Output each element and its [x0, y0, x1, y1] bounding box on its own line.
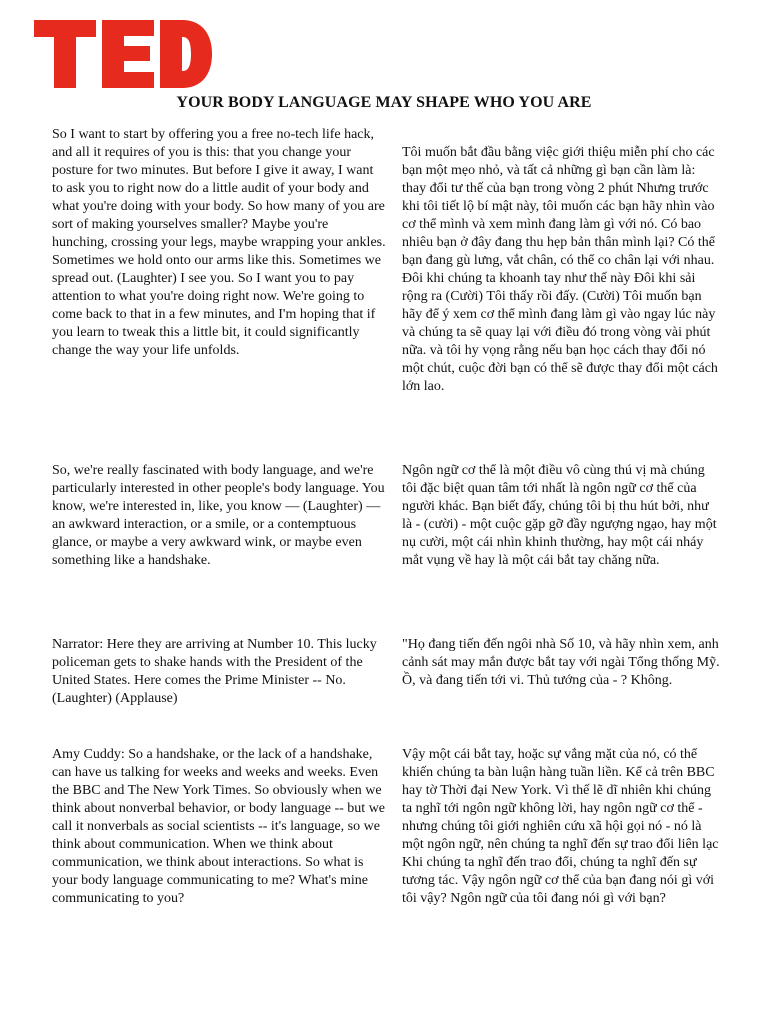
- english-paragraph: So I want to start by offering you a free no-tech life hack, and all it requires of you is this: that you change your posture for two minutes. But before I give it away, I want to ask you to right now do a little audit of your body and what you're doing with your body. So how many of you are sort of making yourselves smaller? Maybe you're hunching, crossing your legs, maybe wrapping your ankles. Sometimes we hold onto our arms like this. Sometimes we spread out. (Laughter) I see you. So I want you to pay attention to what you're doing right now. We're going to come back to that in a few minutes, and I'm hoping that if you learn to tweak this a little bit, it could significantly change the way your life unfolds.: [52, 127, 386, 358]
- english-paragraph: Narrator: Here they are arriving at Number 10. This lucky policeman gets to shake hands with the President of the United States. Here comes the Prime Minister -- No. (Laughter) (Applause): [52, 637, 377, 706]
- vietnamese-paragraph: Ngôn ngữ cơ thể là một điều vô cùng thú vị mà chúng tôi đặc biệt quan tâm tới nhất là ngôn ngữ cơ thể của người khác. Bạn biết đấy, chúng tôi bị thu hút bởi, như là - (cười) - một cuộc gặp gỡ đầy ngượng ngạo, hay một nụ cười, một cái nhìn khinh thường, hay một cái nháy mắt vụng về hay là một cái bắt tay chăng nữa.: [402, 463, 717, 568]
- english-paragraph: So, we're really fascinated with body language, and we're particularly interested in other people's body language. You know, we're interested in, like, you know — (Laughter) — an awkward interaction, or a smile, or a contemptuous glance, or maybe a very awkward wink, or maybe even something like a handshake.: [52, 463, 385, 568]
- vietnamese-paragraph: "Họ đang tiến đến ngôi nhà Số 10, và hãy nhìn xem, anh cảnh sát may mắn được bắt tay với ngài Tổng thống Mỹ. Ồ, và đang tiến tới vi. Thủ tướng của - ? Không.: [402, 637, 720, 688]
- page-title: YOUR BODY LANGUAGE MAY SHAPE WHO YOU ARE: [176, 94, 592, 111]
- vietnamese-paragraph: Tôi muốn bắt đầu bằng việc giới thiệu miễn phí cho các bạn một mẹo nhỏ, và tất cả những gì bạn cần làm là: thay đổi tư thế của bạn trong vòng 2 phút Nhưng trước khi tôi tiết lộ bí mật này, tôi muốn các bạn hãy nhìn vào cơ thể mình và xem mình đang làm gì với nó. Có bao nhiêu bạn ở đây đang thu hẹp bản thân mình lại? Có thể bạn đang gù lưng, vắt chân, có thể co chân lại với nhau. Đôi khi chúng ta khoanh tay như thế này Đôi khi sải rộng ra (Cười) Tôi thấy rồi đấy. (Cười) Tôi muốn bạn hãy để ý xem cơ thể mình đang làm gì vào ngay lúc này và chúng ta sẽ quay lại với điều đó trong vòng vài phút nữa. và tôi hy vọng rằng nếu bạn học cách thay đổi nó một chút, cuộc đời bạn có thể sẽ được thay đổi một cách lớn lao.: [402, 145, 718, 394]
- vietnamese-paragraph: Vậy một cái bắt tay, hoặc sự vắng mặt của nó, có thể khiến chúng ta bàn luận hàng tuần liền. Kể cả trên BBC hay tờ Thời đại New York. Vì thế lẽ dĩ nhiên khi chúng ta nghĩ tới ngôn ngữ không lời, hay ngôn ngữ cơ thể - nhưng chúng tôi giới nghiên cứu xã hội gọi nó - nó là một ngôn ngữ, nên chúng ta nghĩ đến sự trao đổi liên lạc Khi chúng ta nghĩ đến trao đổi, chúng ta nghĩ đến sự tương tác. Vậy ngôn ngữ cơ thể của bạn đang nói gì với tôi vậy? Ngôn ngữ của tôi đang nói gì với bạn?: [402, 747, 719, 906]
- english-paragraph: Amy Cuddy: So a handshake, or the lack of a handshake, can have us talking for weeks and weeks and weeks. Even the BBC and The New York Times. So obviously when we think about nonverbal behavior, or body language -- but we call it nonverbals as social scientists -- it's language, so we think about communication. When we think about communication, we think about interactions. So what is your body language communicating to me? What's mine communicating to you?: [52, 747, 386, 906]
- ted-logo: [34, 20, 214, 90]
